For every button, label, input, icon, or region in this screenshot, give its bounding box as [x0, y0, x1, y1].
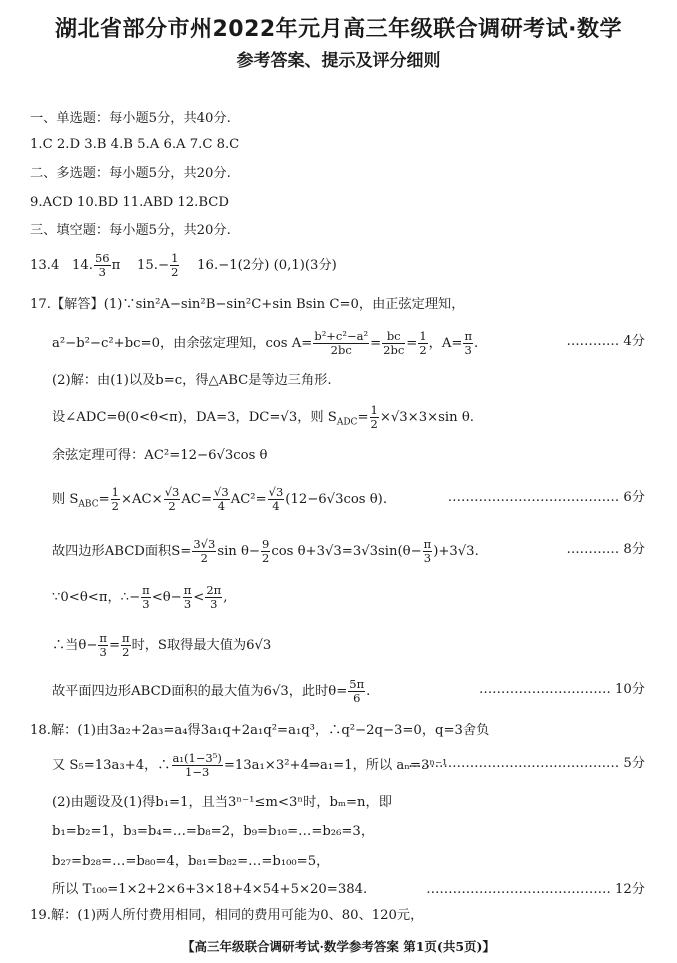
fraction [213, 486, 230, 513]
text-segment: . [366, 684, 371, 699]
text-segment: ×AC× [120, 492, 163, 507]
text-segment: < [193, 590, 205, 605]
fraction [205, 584, 222, 611]
fraction-denominator: 2 [419, 343, 427, 357]
answer-15-fraction [170, 252, 179, 279]
section3-answers [30, 252, 337, 279]
fraction-numerator: π [99, 631, 107, 645]
fraction-denominator: 3 [99, 645, 107, 659]
fraction-denominator: 4 [272, 499, 280, 513]
fraction [111, 486, 120, 513]
section2-heading: 二、多选题：每小题5分，共20分. [30, 166, 231, 181]
text-segment: =13a₁×3²+4⇒a₁=1，所以 aₙ=3ⁿ⁻¹ [223, 758, 448, 773]
q17-line3: (2)解：由(1)以及b=c，得△ABC是等边三角形. [52, 373, 332, 388]
text-segment: 故平面四边形ABCD面积的最大值为6√3，此时θ= [52, 684, 348, 699]
fraction [121, 632, 131, 659]
text-segment: sin θ− [217, 544, 260, 559]
fraction-numerator: π [142, 583, 150, 597]
fraction-numerator: b²+c²−a² [314, 329, 369, 343]
score-marker: ………… 8分 [566, 542, 645, 557]
fraction [313, 330, 369, 357]
fraction [98, 632, 108, 659]
q18-line4: b₁=b₂=1，b₃=b₄=…=b₈=2，b₉=b₁₀=…=b₂₆=3， [52, 824, 375, 839]
fraction-denominator: 3 [98, 265, 106, 279]
fraction [382, 330, 405, 357]
fraction-numerator: 5π [349, 677, 365, 691]
fraction [183, 584, 193, 611]
text-segment: = [406, 336, 418, 351]
text-segment: ，A= [428, 336, 463, 351]
text-segment: cos θ+3√3=3√3sin(θ− [271, 544, 422, 559]
fraction-numerator: 1 [419, 329, 427, 343]
fraction-numerator: 2π [206, 583, 222, 597]
fraction-denominator: 6 [353, 691, 361, 705]
fraction-denominator: 3 [183, 597, 192, 611]
text-segment: )+3√3. [433, 544, 479, 559]
q17-line7 [52, 538, 479, 565]
q18-line3: (2)由题设及(1)得b₁=1，且当3ⁿ⁻¹≤m<3ⁿ时，bₘ=n，即 [52, 795, 392, 810]
q17-line6 [52, 486, 387, 513]
fraction-numerator: π [122, 631, 130, 645]
fraction [463, 330, 473, 357]
section1-heading: 一、单选题：每小题5分，共40分. [30, 111, 231, 126]
text-segment: <θ− [151, 590, 182, 605]
subscript: ABC [78, 499, 99, 510]
score-marker: ………… 4分 [566, 334, 645, 349]
fraction-denominator: 3 [423, 551, 432, 565]
q17-line8 [52, 584, 227, 611]
section2-answers: 9.ACD 10.BD 11.ABD 12.BCD [30, 195, 229, 210]
text-segment: 时，S取得最大值为6√3 [131, 638, 272, 653]
q17-line4 [52, 404, 474, 431]
fraction-numerator: π [464, 329, 472, 343]
fraction-numerator: √3 [164, 485, 180, 499]
text-segment: 故四边形ABCD面积S= [52, 544, 192, 559]
q17-line5: 余弦定理可得：AC²=12−6√3cos θ [52, 448, 268, 463]
score-marker: ………………………………… 6分 [447, 490, 645, 505]
fraction-denominator: 4 [217, 499, 226, 513]
fraction [418, 330, 427, 357]
q17-line2 [52, 330, 478, 357]
fraction-denominator: 2bc [330, 343, 352, 357]
fraction-numerator: bc [382, 330, 405, 344]
fraction-denominator: 2 [111, 499, 119, 513]
text-segment: a²−b²−c²+bc=0，由余弦定理知，cos A= [52, 336, 313, 351]
q17-line1: 17.【解答】(1)∵sin²A−sin²B−sin²C+sin Bsin C=0，由正弦定理知， [30, 297, 465, 312]
fraction [141, 584, 151, 611]
fraction-numerator: 1 [370, 403, 378, 417]
fraction-denominator: 2 [122, 645, 130, 659]
fraction-denominator: 2 [171, 265, 179, 279]
text-segment: 设∠ADC=θ(0<θ<π)，DA=3，DC=√3，则 S [52, 410, 337, 425]
q18-line1: 18.解：(1)由3a₂+2a₃=a₄得3a₁q+2a₁q²=a₁q³，∴q²−2q−3=0，q=3舍负 [30, 723, 490, 738]
subscript: ADC [336, 417, 358, 428]
fraction [370, 404, 379, 431]
q17-line10 [52, 678, 370, 705]
fraction-denominator: 2bc [383, 343, 405, 357]
fraction [172, 752, 223, 779]
text-segment: (12−6√3cos θ). [285, 492, 388, 507]
fraction-numerator: √3 [214, 485, 229, 499]
text-segment: ∴当θ− [52, 638, 98, 653]
fraction [268, 486, 285, 513]
text-segment: = [357, 410, 369, 425]
fraction-numerator: 9 [261, 537, 270, 551]
fraction-denominator: 2 [261, 551, 270, 565]
text-segment: AC²= [230, 492, 267, 507]
text-segment: = [108, 638, 120, 653]
text-segment: 则 S [52, 492, 79, 507]
answer-14-prefix: 14. [71, 258, 93, 273]
q18-line6: 所以 T₁₀₀=1×2+2×6+3×18+4×54+5×20=384. [52, 882, 368, 897]
page-footer: 【高三年级联合调研考试·数学参考答案 第1页(共5页)】 [182, 939, 495, 954]
fraction [348, 678, 365, 705]
fraction-denominator: 3 [464, 343, 472, 357]
text-segment: = [98, 492, 110, 507]
q19-line1: 19.解：(1)两人所付费用相同，相同的费用可能为0、80、120元， [30, 908, 424, 923]
fraction-denominator: 2 [370, 417, 378, 431]
text-segment: ×√3×3×sin θ. [379, 410, 474, 425]
fraction-denominator: 2 [168, 499, 176, 513]
q18-line2 [52, 752, 447, 779]
fraction-numerator: √3 [268, 485, 284, 499]
answer-14-suffix: π [111, 258, 121, 273]
fraction-numerator: 56 [94, 251, 110, 265]
fraction-numerator: a₁(1−3⁵) [172, 751, 222, 765]
section1-answers: 1.C 2.D 3.B 4.B 5.A 6.A 7.C 8.C [30, 137, 240, 152]
q18-line5: b₂₇=b₂₈=…=b₈₀=4，b₈₁=b₈₂=…=b₁₀₀=5， [52, 854, 330, 869]
text-segment: = [370, 336, 382, 351]
text-segment: , [223, 590, 228, 605]
fraction-denominator: 3 [210, 597, 218, 611]
fraction [192, 538, 216, 565]
answer-16: 16.−1(2分) (0,1)(3分) [197, 258, 337, 273]
fraction [164, 486, 181, 513]
answer-14-fraction [94, 252, 111, 279]
text-segment: AC= [181, 492, 213, 507]
section3-heading: 三、填空题：每小题5分，共20分. [30, 223, 231, 238]
fraction-denominator: 1−3 [185, 765, 210, 779]
text-segment: ∵0<θ<π，∴− [52, 590, 141, 605]
document-title: 湖北省部分市州2022年元月高三年级联合调研考试·数学 [54, 17, 623, 42]
score-marker: …………………………………… 12分 [426, 882, 645, 897]
text-segment: 又 S₅=13a₃+4，∴ [52, 758, 171, 773]
fraction-numerator: π [183, 583, 192, 597]
document-subtitle: 参考答案、提示及评分细则 [236, 51, 441, 71]
fraction-numerator: 1 [171, 251, 179, 265]
fraction [261, 538, 270, 565]
score-marker: ………………………… 10分 [478, 682, 645, 697]
q17-line9 [52, 632, 271, 659]
fraction-numerator: 3√3 [193, 537, 216, 551]
fraction-numerator: 1 [111, 485, 119, 499]
fraction-denominator: 3 [142, 597, 150, 611]
fraction-numerator: π [423, 537, 432, 551]
score-marker: ………………………………………… 5分 [408, 756, 645, 771]
fraction-denominator: 2 [200, 551, 208, 565]
fraction [423, 538, 433, 565]
answer-15-prefix: 15.− [137, 258, 170, 273]
answer-13: 13.4 [30, 258, 60, 273]
text-segment: . [474, 336, 479, 351]
